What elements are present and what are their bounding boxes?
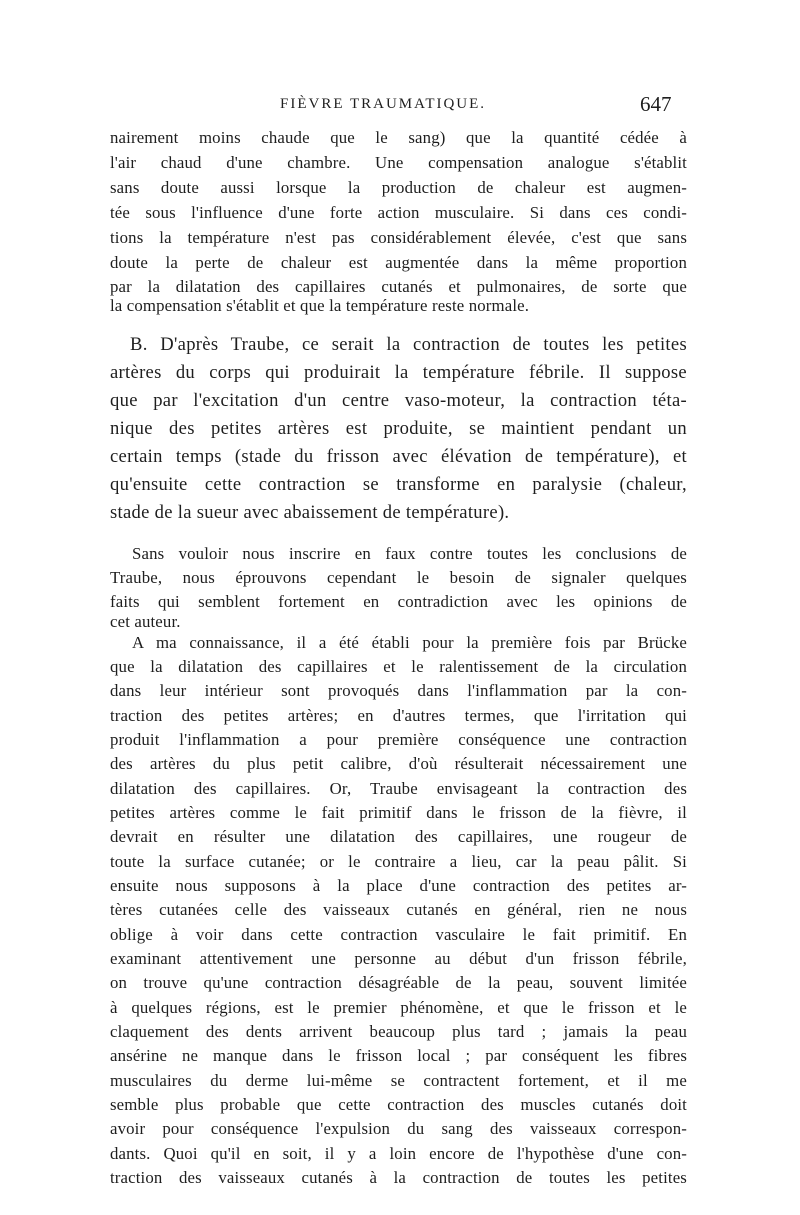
text-line: semble plus probable que cette contraction des muscles cutanés doit bbox=[110, 1095, 687, 1114]
text-line: oblige à voir dans cette contraction vasculaire le fait primitif. En bbox=[110, 925, 687, 944]
text-line: faits qui semblent fortement en contradiction avec les opinions de bbox=[110, 592, 687, 611]
text-line: certain temps (stade du frisson avec élévation de température), et bbox=[110, 446, 687, 467]
page-number: 647 bbox=[640, 92, 672, 116]
text-line: traction des vaisseaux cutanés à la contraction de toutes les petites bbox=[110, 1168, 687, 1187]
text-line: B. D'après Traube, ce serait la contraction de toutes les petites bbox=[130, 334, 687, 355]
text-line: tères cutanées celle des vaisseaux cutanés en général, rien ne nous bbox=[110, 900, 687, 919]
text-line: ensuite nous supposons à la place d'une contraction des petites ar- bbox=[110, 876, 687, 895]
text-line: petites artères comme le fait primitif dans le frisson de la fièvre, il bbox=[110, 803, 687, 822]
text-line: traction des petites artères; en d'autres termes, que l'irritation qui bbox=[110, 706, 687, 725]
text-line: la compensation s'établit et que la température reste normale. bbox=[110, 296, 530, 315]
text-line: à quelques régions, est le premier phénomène, et que le frisson et le bbox=[110, 998, 687, 1017]
text-line: A ma connaissance, il a été établi pour la première fois par Brücke bbox=[132, 633, 687, 652]
running-title: FIÈVRE TRAUMATIQUE. bbox=[280, 96, 487, 112]
text-line: sans doute aussi lorsque la production de chaleur est augmen- bbox=[110, 178, 687, 197]
text-line: dants. Quoi qu'il en soit, il y a loin encore de l'hypothèse d'une con- bbox=[110, 1144, 687, 1163]
text-line: produit l'inflammation a pour première conséquence une contraction bbox=[110, 730, 687, 749]
text-line: doute la perte de chaleur est augmentée dans la même proportion bbox=[110, 253, 687, 272]
text-line: toute la surface cutanée; or le contraire a lieu, car la peau pâlit. Si bbox=[110, 852, 687, 871]
text-line: qu'ensuite cette contraction se transforme en paralysie (chaleur, bbox=[110, 474, 687, 495]
text-line: examinant attentivement une personne au début d'un frisson fébrile, bbox=[110, 949, 687, 968]
text-line: tions la température n'est pas considérablement élevée, c'est que sans bbox=[110, 228, 687, 247]
text-line: des artères du plus petit calibre, d'où résulterait nécessairement une bbox=[110, 754, 687, 773]
text-line: artères du corps qui produirait la température fébrile. Il suppose bbox=[110, 362, 687, 383]
text-line: Sans vouloir nous inscrire en faux contre toutes les conclusions de bbox=[132, 544, 687, 563]
page-header bbox=[0, 92, 800, 122]
text-line: l'air chaud d'une chambre. Une compensation analogue s'établit bbox=[110, 153, 687, 172]
text-line: avoir pour conséquence l'expulsion du sang des vaisseaux correspon- bbox=[110, 1119, 687, 1138]
text-line: tée sous l'influence d'une forte action musculaire. Si dans ces condi- bbox=[110, 203, 687, 222]
text-line: musculaires du derme lui-même se contractent fortement, et il me bbox=[110, 1071, 687, 1090]
text-line: cet auteur. bbox=[110, 612, 181, 631]
text-line: que la dilatation des capillaires et le ralentissement de la circulation bbox=[110, 657, 687, 676]
text-line: par la dilatation des capillaires cutanés et pulmonaires, de sorte que bbox=[110, 277, 687, 296]
text-line: Traube, nous éprouvons cependant le besoin de signaler quelques bbox=[110, 568, 687, 587]
text-line: dans leur intérieur sont provoqués dans l'inflammation par la con- bbox=[110, 681, 687, 700]
text-line: dilatation des capillaires. Or, Traube envisageant la contraction des bbox=[110, 779, 687, 798]
text-line: on trouve qu'une contraction désagréable de la peau, souvent limitée bbox=[110, 973, 687, 992]
text-line: claquement des dents arrivent beaucoup plus tard ; jamais la peau bbox=[110, 1022, 687, 1041]
text-line: nique des petites artères est produite, se maintient pendant un bbox=[110, 418, 687, 439]
text-line: nairement moins chaude que le sang) que la quantité cédée à bbox=[110, 128, 687, 147]
text-line: que par l'excitation d'un centre vaso-moteur, la contraction téta- bbox=[110, 390, 687, 411]
text-line: devrait en résulter une dilatation des capillaires, une rougeur de bbox=[110, 827, 687, 846]
text-line: ansérine ne manque dans le frisson local ; par conséquent les fibres bbox=[110, 1046, 687, 1065]
text-line: stade de la sueur avec abaissement de température). bbox=[110, 502, 510, 523]
